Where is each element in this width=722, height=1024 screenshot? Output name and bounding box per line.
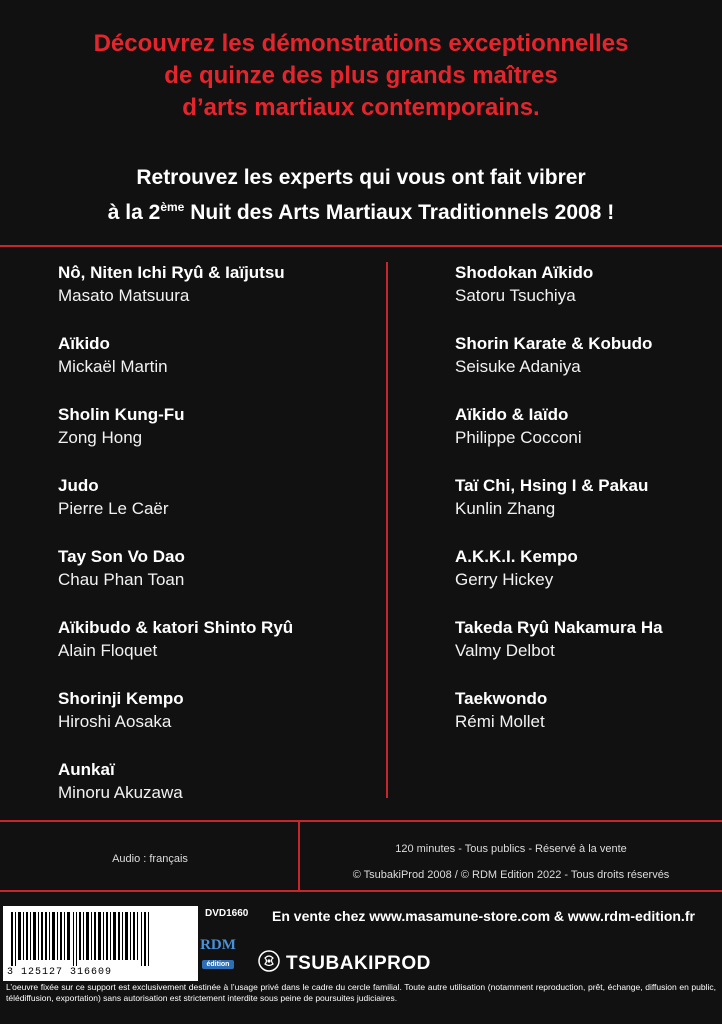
martial-art-name: Aïkido	[58, 334, 110, 353]
headline	[0, 28, 722, 124]
master-name: Rémi Mollet	[455, 712, 545, 731]
master-left-item	[58, 475, 378, 546]
tsubakiprod-logo-text: TSUBAKIPROD	[286, 953, 431, 974]
master-right-item	[455, 617, 717, 688]
master-name: Satoru Tsuchiya	[455, 286, 576, 305]
martial-art-name: Sholin Kung-Fu	[58, 405, 185, 424]
subhead-line-2-end: Nuit des Arts Martiaux Traditionnels 2008 !	[184, 201, 615, 224]
master-left-item	[58, 688, 378, 759]
subheadline	[0, 160, 722, 230]
legal-notice: L’oeuvre fixée sur ce support est exclusivement destinée à l’usage privé dans le cadre du cercle familial. Toute autre utilisation (notamment reproduction, prêt, échange, diffusion en public, télédiffusion, exportation) sans autorisation est strictement interdite sous peine de poursuites judiciaires.	[6, 982, 716, 1003]
rdm-logo-subtext: édition	[202, 960, 235, 969]
master-right-item	[455, 475, 717, 546]
master-name: Gerry Hickey	[455, 570, 554, 589]
barcode-number: 3 125127 316609	[7, 967, 113, 978]
tsubaki-flower-icon	[258, 950, 280, 972]
martial-art-name: Shodokan Aïkido	[455, 263, 594, 282]
divider-column	[386, 262, 388, 798]
master-left-item	[58, 546, 378, 617]
martial-art-name: Aunkaï	[58, 760, 115, 779]
copyright-info: © TsubakiProd 2008 / © RDM Edition 2022 - Tous droits réservés	[352, 869, 670, 881]
master-right-item	[455, 404, 717, 475]
duration-audience-info: 120 minutes - Tous publics - Réservé à la vente	[395, 843, 627, 855]
divider-footer-bottom	[0, 890, 722, 892]
martial-art-name: Nô, Niten Ichi Ryû & Iaïjutsu	[58, 263, 285, 282]
headline-line-2: de quinze des plus grands maîtres	[164, 62, 558, 89]
audio-language: Audio : français	[112, 853, 188, 865]
rdm-logo-text: RDM	[200, 937, 236, 953]
master-name: Masato Matsuura	[58, 286, 190, 305]
divider-footer-top	[0, 820, 722, 822]
master-name: Alain Floquet	[58, 641, 158, 660]
master-name: Philippe Cocconi	[455, 428, 582, 447]
martial-art-name: A.K.K.I. Kempo	[455, 547, 578, 566]
martial-art-name: Taï Chi, Hsing I & Pakau	[455, 476, 649, 495]
headline-line-1: Découvrez les démonstrations exceptionnelles	[93, 30, 629, 57]
masters-column-right	[455, 262, 717, 759]
master-name: Kunlin Zhang	[455, 499, 556, 518]
barcode	[3, 906, 198, 981]
martial-art-name: Aïkido & Iaïdo	[455, 405, 569, 424]
sale-websites: En vente chez www.masamune-store.com & www.rdm-edition.fr	[272, 908, 695, 924]
martial-art-name: Shorinji Kempo	[58, 689, 184, 708]
martial-art-name: Judo	[58, 476, 99, 495]
master-right-item	[455, 688, 717, 759]
masters-column-left	[58, 262, 378, 830]
martial-art-name: Aïkibudo & katori Shinto Ryû	[58, 618, 294, 637]
barcode-icon	[11, 912, 151, 966]
master-name: Minoru Akuzawa	[58, 783, 183, 802]
master-name: Zong Hong	[58, 428, 143, 447]
headline-line-3: d’arts martiaux contemporains.	[182, 94, 540, 121]
master-right-item	[455, 546, 717, 617]
rdm-logo	[200, 937, 236, 971]
martial-art-name: Taekwondo	[455, 689, 548, 708]
master-left-item	[58, 404, 378, 475]
master-left-item	[58, 262, 378, 333]
master-right-item	[455, 333, 717, 404]
master-name: Hiroshi Aosaka	[58, 712, 172, 731]
subhead-line-2-start: à la 2	[107, 201, 161, 224]
subhead-line-1: Retrouvez les experts qui vous ont fait vibrer	[136, 166, 586, 189]
master-left-item	[58, 617, 378, 688]
master-name: Pierre Le Caër	[58, 499, 169, 518]
divider-top	[0, 245, 722, 247]
subhead-line-2	[0, 195, 722, 230]
master-name: Valmy Delbot	[455, 641, 555, 660]
martial-art-name: Tay Son Vo Dao	[58, 547, 185, 566]
martial-art-name: Shorin Karate & Kobudo	[455, 334, 653, 353]
martial-art-name: Takeda Ryû Nakamura Ha	[455, 618, 663, 637]
master-right-item	[455, 262, 717, 333]
master-name: Mickaël Martin	[58, 357, 168, 376]
master-left-item	[58, 333, 378, 404]
master-name: Chau Phan Toan	[58, 570, 185, 589]
master-name: Seisuke Adaniya	[455, 357, 581, 376]
dvd-code: DVD1660	[205, 908, 249, 919]
subhead-superscript: ème	[160, 200, 185, 214]
